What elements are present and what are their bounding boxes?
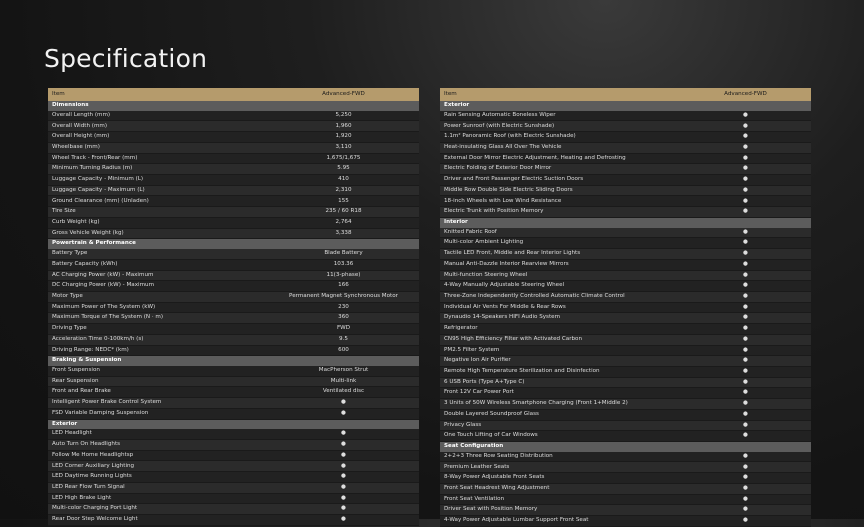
- spec-value: ●: [680, 270, 811, 281]
- spec-value: ●: [268, 493, 419, 504]
- table-row: [440, 345, 811, 356]
- spec-value: ●: [680, 334, 811, 345]
- spec-value: ●: [680, 132, 811, 143]
- table-row: [48, 398, 419, 409]
- spec-value: 235 / 60 R18: [268, 207, 419, 218]
- spec-value: 600: [268, 345, 419, 356]
- spec-label: Battery Capacity (kWh): [48, 259, 268, 270]
- table-header: [48, 88, 419, 101]
- spec-label: 4-Way Power Adjustable Lumbar Support Front Seat: [440, 516, 680, 527]
- table-row: [440, 334, 811, 345]
- table-header: [440, 88, 811, 101]
- spec-label: Gross Vehicle Weight (kg): [48, 228, 268, 239]
- table-row: [48, 302, 419, 313]
- spec-label: PM2.5 Filter System: [440, 345, 680, 356]
- section-header: [48, 356, 419, 366]
- table-row: [48, 175, 419, 186]
- spec-value: ●: [680, 516, 811, 527]
- spec-label: Knitted Fabric Roof: [440, 228, 680, 238]
- spec-label: Multi-color Charging Port Light: [48, 504, 268, 515]
- spec-value: ●: [680, 399, 811, 410]
- spec-label: Electric Folding of Exterior Door Mirror: [440, 164, 680, 175]
- table-row: [48, 153, 419, 164]
- table-row: [48, 376, 419, 387]
- table-row: [440, 302, 811, 313]
- section-title: Interior: [440, 217, 811, 227]
- spec-label: Overall Length (mm): [48, 111, 268, 121]
- spec-label: Rain Sensing Automatic Boneless Wiper: [440, 111, 680, 121]
- table-row: [48, 440, 419, 451]
- spec-value: ●: [680, 356, 811, 367]
- table-row: [440, 420, 811, 431]
- section-header: [440, 217, 811, 227]
- table-row: [48, 249, 419, 259]
- spec-value: 9.5: [268, 334, 419, 345]
- table-row: [48, 472, 419, 483]
- table-row: [440, 505, 811, 516]
- spec-label: Luggage Capacity - Maximum (L): [48, 185, 268, 196]
- spec-label: Driving Type: [48, 324, 268, 335]
- spec-value: ●: [268, 461, 419, 472]
- spec-value: FWD: [268, 324, 419, 335]
- table-row: [48, 493, 419, 504]
- spec-value: 3,110: [268, 142, 419, 153]
- spec-label: LED High Brake Light: [48, 493, 268, 504]
- spec-label: Manual Anti-Dazzle Interior Rearview Mirrors: [440, 259, 680, 270]
- spec-label: Curb Weight (kg): [48, 217, 268, 228]
- spec-label: 2+2+3 Three Row Seating Distribution: [440, 452, 680, 462]
- table-row: [440, 164, 811, 175]
- spec-label: Front and Rear Brake: [48, 387, 268, 398]
- spec-value: 1,675/1,675: [268, 153, 419, 164]
- header-trim: Advanced-FWD: [680, 88, 811, 101]
- spec-label: Acceleration Time 0-100km/h (s): [48, 334, 268, 345]
- header-trim: Advanced-FWD: [268, 88, 419, 101]
- spec-value: ●: [680, 207, 811, 218]
- page-title: Specification: [44, 44, 208, 73]
- table-row: [440, 462, 811, 473]
- spec-value: ●: [680, 345, 811, 356]
- spec-label: Privacy Glass: [440, 420, 680, 431]
- spec-label: Follow Me Home Headlightsp: [48, 450, 268, 461]
- spec-label: Driving Range: NEDC* (km): [48, 345, 268, 356]
- table-row: [440, 249, 811, 260]
- spec-value: ●: [680, 505, 811, 516]
- spec-value: ●: [680, 462, 811, 473]
- spec-value: Multi-link: [268, 376, 419, 387]
- spec-value: 2,764: [268, 217, 419, 228]
- spec-value: ●: [680, 324, 811, 335]
- spec-value: ●: [268, 515, 419, 526]
- spec-label: Heat-insulating Glass All Over The Vehicle: [440, 142, 680, 153]
- table-row: [440, 259, 811, 270]
- spec-value: Ventilated disc: [268, 387, 419, 398]
- spec-value: ●: [680, 302, 811, 313]
- section-header: [48, 419, 419, 429]
- spec-label: Battery Type: [48, 249, 268, 259]
- table-row: [48, 291, 419, 302]
- header-item: Item: [440, 88, 680, 101]
- spec-label: 18-inch Wheels with Low Wind Resistance: [440, 196, 680, 207]
- spec-value: ●: [680, 420, 811, 431]
- spec-label: LED Corner Auxiliary Lighting: [48, 461, 268, 472]
- spec-label: Refrigerator: [440, 324, 680, 335]
- spec-value: ●: [268, 429, 419, 439]
- section-title: Braking & Suspension: [48, 356, 419, 366]
- spec-value: ●: [680, 483, 811, 494]
- table-row: [48, 185, 419, 196]
- table-row: [440, 153, 811, 164]
- spec-label: External Door Mirror Electric Adjustment, Heating and Defrosting: [440, 153, 680, 164]
- spec-label: Maximum Torque of The System (N · m): [48, 313, 268, 324]
- table-row: [48, 324, 419, 335]
- spec-value: ●: [680, 164, 811, 175]
- spec-label: Premium Leather Seats: [440, 462, 680, 473]
- table-row: [48, 111, 419, 121]
- section-title: Seat Configuration: [440, 442, 811, 452]
- spec-label: Maximum Power of The System (kW): [48, 302, 268, 313]
- spec-label: Front Seat Headrest Wing Adjustment: [440, 483, 680, 494]
- spec-value: 360: [268, 313, 419, 324]
- spec-label: Middle Row Double Side Electric Sliding Doors: [440, 185, 680, 196]
- table-row: [440, 409, 811, 420]
- spec-value: 230: [268, 302, 419, 313]
- spec-table-left: [48, 88, 419, 526]
- table-row: [440, 196, 811, 207]
- table-row: [48, 142, 419, 153]
- section-title: Exterior: [48, 419, 419, 429]
- spec-value: ●: [680, 366, 811, 377]
- table-row: [440, 473, 811, 484]
- spec-value: ●: [268, 398, 419, 409]
- table-row: [48, 270, 419, 281]
- spec-value: Permanent Magnet Synchronous Motor: [268, 291, 419, 302]
- spec-value: ●: [680, 196, 811, 207]
- spec-value: ●: [268, 504, 419, 515]
- section-header: [48, 239, 419, 249]
- spec-value: 103.36: [268, 259, 419, 270]
- spec-value: ●: [680, 238, 811, 249]
- spec-value: 3,338: [268, 228, 419, 239]
- section-title: Powertrain & Performance: [48, 239, 419, 249]
- spec-label: Ground Clearance (mm) (Unladen): [48, 196, 268, 207]
- spec-value: ●: [680, 291, 811, 302]
- spec-label: Front 12V Car Power Port: [440, 388, 680, 399]
- spec-label: Remote High Temperature Sterilization and Disinfection: [440, 366, 680, 377]
- table-row: [48, 259, 419, 270]
- header-item: Item: [48, 88, 268, 101]
- table-row: [440, 291, 811, 302]
- spec-value: ●: [268, 440, 419, 451]
- table-row: [48, 334, 419, 345]
- table-row: [440, 175, 811, 186]
- spec-label: LED Rear Flow Turn Signal: [48, 482, 268, 493]
- spec-value: ●: [680, 185, 811, 196]
- table-row: [440, 516, 811, 527]
- spec-label: Auto Turn On Headlights: [48, 440, 268, 451]
- section-header: [440, 101, 811, 111]
- table-row: [48, 281, 419, 292]
- spec-label: Three-Zone Independently Controlled Automatic Climate Control: [440, 291, 680, 302]
- spec-value: ●: [268, 482, 419, 493]
- spec-label: One Touch Lifting of Car Windows: [440, 431, 680, 442]
- spec-value: ●: [680, 142, 811, 153]
- spec-label: Driver and Front Passenger Electric Suction Doors: [440, 175, 680, 186]
- table-row: [48, 504, 419, 515]
- spec-label: Multi-function Steering Wheel: [440, 270, 680, 281]
- table-row: [440, 356, 811, 367]
- spec-value: ●: [680, 259, 811, 270]
- table-row: [440, 185, 811, 196]
- spec-label: Individual Air Vents For Middle & Rear Rows: [440, 302, 680, 313]
- spec-label: CN95 High Efficiency Filter with Activated Carbon: [440, 334, 680, 345]
- table-row: [440, 431, 811, 442]
- spec-table-right: [440, 88, 811, 527]
- spec-value: ●: [680, 388, 811, 399]
- spec-label: Negative Ion Air Purifier: [440, 356, 680, 367]
- spec-value: 166: [268, 281, 419, 292]
- spec-value: 5,250: [268, 111, 419, 121]
- table-row: [440, 121, 811, 132]
- spec-value: ●: [680, 431, 811, 442]
- table-row: [440, 388, 811, 399]
- table-row: [48, 164, 419, 175]
- table-row: [440, 270, 811, 281]
- spec-value: ●: [680, 175, 811, 186]
- table-row: [48, 482, 419, 493]
- table-row: [48, 132, 419, 143]
- table-row: [48, 313, 419, 324]
- spec-label: Multi-color Ambient Lighting: [440, 238, 680, 249]
- spec-value: ●: [680, 121, 811, 132]
- table-row: [440, 207, 811, 218]
- spec-value: ●: [680, 377, 811, 388]
- spec-label: AC Charging Power (kW) - Maximum: [48, 270, 268, 281]
- table-row: [48, 429, 419, 439]
- table-row: [48, 515, 419, 526]
- spec-label: Rear Suspension: [48, 376, 268, 387]
- table-row: [48, 217, 419, 228]
- spec-label: Intelligent Power Brake Control System: [48, 398, 268, 409]
- spec-label: Front Suspension: [48, 366, 268, 376]
- spec-value: ●: [268, 472, 419, 483]
- spec-label: DC Charging Power (kW) - Maximum: [48, 281, 268, 292]
- spec-value: ●: [680, 452, 811, 462]
- table-row: [440, 324, 811, 335]
- spec-label: Front Seat Ventilation: [440, 494, 680, 505]
- table-row: [440, 399, 811, 410]
- spec-label: Electric Trunk with Position Memory: [440, 207, 680, 218]
- table-row: [48, 450, 419, 461]
- section-header: [48, 101, 419, 111]
- spec-label: Luggage Capacity - Minimum (L): [48, 175, 268, 186]
- spec-label: Tire Size: [48, 207, 268, 218]
- section-header: [440, 442, 811, 452]
- table-row: [440, 313, 811, 324]
- spec-label: Driver Seat with Position Memory: [440, 505, 680, 516]
- spec-value: MacPherson Strut: [268, 366, 419, 376]
- spec-value: 1,920: [268, 132, 419, 143]
- table-row: [440, 281, 811, 292]
- table-row: [440, 238, 811, 249]
- spec-value: ●: [680, 473, 811, 484]
- spec-label: Dynaudio 14-Speakers HIFI Audio System: [440, 313, 680, 324]
- spec-label: LED Daytime Running Lights: [48, 472, 268, 483]
- spec-value: ●: [680, 153, 811, 164]
- spec-value: ●: [680, 313, 811, 324]
- spec-label: 1.1m² Panoramic Roof (with Electric Sunshade): [440, 132, 680, 143]
- spec-label: 6 USB Ports (Type A+Type C): [440, 377, 680, 388]
- spec-value: 155: [268, 196, 419, 207]
- table-row: [440, 377, 811, 388]
- table-row: [440, 132, 811, 143]
- table-row: [48, 408, 419, 419]
- table-row: [440, 142, 811, 153]
- spec-value: ●: [680, 494, 811, 505]
- table-row: [440, 366, 811, 377]
- spec-label: 3 Units of 50W Wireless Smartphone Charging (Front 1+Middle 2): [440, 399, 680, 410]
- spec-label: Minimum Turning Radius (m): [48, 164, 268, 175]
- spec-value: ●: [680, 111, 811, 121]
- spec-label: 8-Way Power Adjustable Front Seats: [440, 473, 680, 484]
- spec-label: Wheelbase (mm): [48, 142, 268, 153]
- spec-value: 1,960: [268, 121, 419, 132]
- spec-value: 2,310: [268, 185, 419, 196]
- table-row: [48, 207, 419, 218]
- section-title: Exterior: [440, 101, 811, 111]
- spec-value: ●: [680, 228, 811, 238]
- spec-label: Wheel Track - Front/Rear (mm): [48, 153, 268, 164]
- spec-value: 410: [268, 175, 419, 186]
- table-row: [48, 345, 419, 356]
- spec-value: ●: [268, 408, 419, 419]
- spec-value: ●: [680, 281, 811, 292]
- table-row: [48, 228, 419, 239]
- spec-value: Blade Battery: [268, 249, 419, 259]
- table-row: [48, 121, 419, 132]
- spec-label: FSD Variable Damping Suspension: [48, 408, 268, 419]
- section-title: Dimensions: [48, 101, 419, 111]
- spec-label: Double Layered Soundproof Glass: [440, 409, 680, 420]
- table-row: [48, 366, 419, 376]
- spec-label: Tactile LED Front, Middle and Rear Interior Lights: [440, 249, 680, 260]
- spec-label: 4-Way Manually Adjustable Steering Wheel: [440, 281, 680, 292]
- spec-value: 11(3-phase): [268, 270, 419, 281]
- spec-value: ●: [268, 450, 419, 461]
- spec-value: ●: [680, 249, 811, 260]
- table-row: [440, 111, 811, 121]
- table-row: [440, 228, 811, 238]
- table-row: [48, 461, 419, 472]
- spec-label: Overall Height (mm): [48, 132, 268, 143]
- spec-label: Motor Type: [48, 291, 268, 302]
- spec-value: ●: [680, 409, 811, 420]
- spec-label: Rear Door Step Welcome Light: [48, 515, 268, 526]
- spec-value: 5.95: [268, 164, 419, 175]
- table-row: [440, 494, 811, 505]
- table-row: [48, 196, 419, 207]
- table-row: [48, 387, 419, 398]
- spec-label: Power Sunroof (with Electric Sunshade): [440, 121, 680, 132]
- spec-label: LED Headlight: [48, 429, 268, 439]
- table-row: [440, 452, 811, 462]
- table-row: [440, 483, 811, 494]
- spec-label: Overall Width (mm): [48, 121, 268, 132]
